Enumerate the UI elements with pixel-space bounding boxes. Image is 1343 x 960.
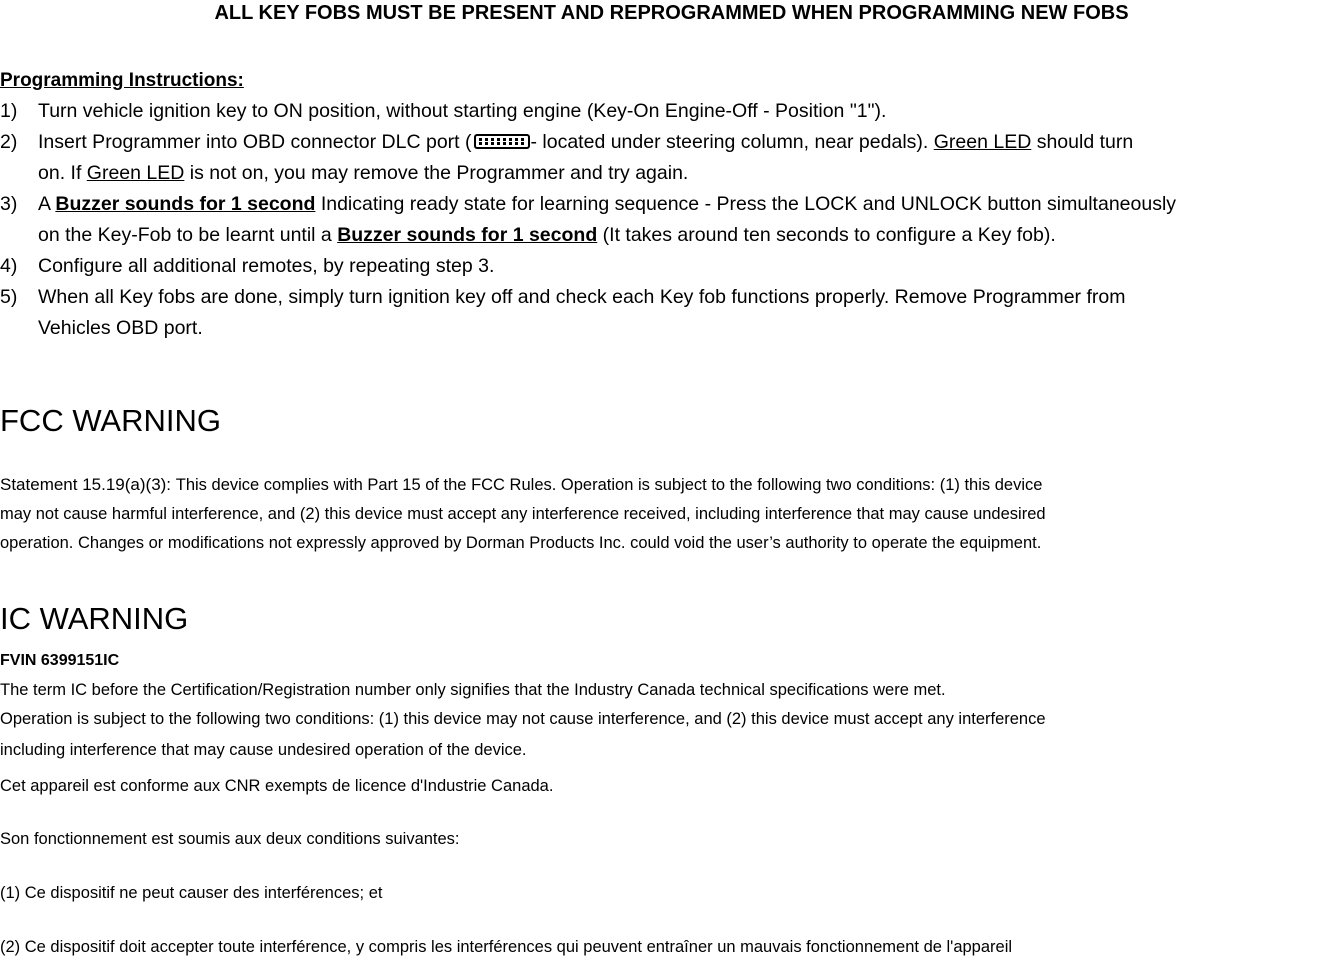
step-number: 2) [0, 131, 18, 153]
step-text: is not on, you may remove the Programmer and try again. [184, 162, 689, 184]
step-5 [0, 282, 1343, 344]
step-text: on. If [38, 162, 87, 184]
step-number: 4) [0, 255, 18, 277]
step-text: A [38, 193, 56, 215]
page-title: ALL KEY FOBS MUST BE PRESENT AND REPROGRAMMED WHEN PROGRAMMING NEW FOBS [214, 2, 1129, 24]
step-number: 3) [0, 193, 18, 215]
ic-line-4: Cet appareil est conforme aux CNR exempts de licence d'Industrie Canada. [0, 777, 554, 795]
step-text: Vehicles OBD port. [38, 317, 203, 339]
step-text: (It takes around ten seconds to configure a Key fob). [597, 224, 1056, 246]
green-led-label: Green LED [933, 131, 1032, 153]
ic-line-2: Operation is subject to the following two conditions: (1) this device may not cause interference, and (2) this device must accept any interference [0, 710, 1046, 728]
step-4 [0, 251, 1343, 282]
step-text: should turn [1031, 131, 1134, 153]
obd-connector-icon [474, 134, 530, 149]
statement-label: Statement 15.19(a)(3): [0, 475, 176, 494]
buzzer-emphasis: Buzzer sounds for 1 second [337, 224, 598, 246]
ic-line-6: (1) Ce dispositif ne peut causer des interférences; et [0, 884, 383, 902]
step-text: Turn vehicle ignition key to ON position, without starting engine (Key-On Engine-Off - Position "1"). [38, 100, 887, 122]
green-led-label: Green LED [86, 162, 185, 184]
step-1 [0, 96, 1343, 127]
fcc-heading: FCC WARNING [0, 403, 221, 438]
step-text: Indicating ready state for learning sequence - Press the LOCK and UNLOCK button simultaneously [315, 193, 1177, 215]
step-text: Configure all additional remotes, by repeating step 3. [38, 255, 495, 277]
step-number: 5) [0, 286, 18, 308]
step-text: When all Key fobs are done, simply turn ignition key off and check each Key fob functions properly. Remove Programmer from [38, 286, 1126, 308]
step-text: on the Key-Fob to be learnt until a [38, 224, 338, 246]
step-number: 1) [0, 100, 18, 122]
ic-heading: IC WARNING [0, 601, 189, 636]
buzzer-emphasis: Buzzer sounds for 1 second [55, 193, 316, 215]
step-2 [0, 127, 1343, 189]
fcc-line-3: operation. Changes or modifications not expressly approved by Dorman Products Inc. could void the user’s authority to operate the equipment. [0, 534, 1042, 552]
fcc-line-2: may not cause harmful interference, and (2) this device must accept any interference received, including interference that may cause undesired [0, 505, 1046, 523]
ic-line-1: The term IC before the Certification/Registration number only signifies that the Industry Canada technical specifications were met. [0, 681, 946, 699]
ic-line-3: including interference that may cause undesired operation of the device. [0, 741, 527, 759]
fvin-number: FVIN 6399151IC [0, 652, 120, 669]
fcc-text: This device complies with Part 15 of the FCC Rules. Operation is subject to the following two conditions: (1) this device [175, 476, 1043, 494]
step-3 [0, 189, 1343, 251]
ic-line-7: (2) Ce dispositif doit accepter toute interférence, y compris les interférences qui peuvent entraîner un mauvais fonctionnement de l'appareil [0, 938, 1013, 956]
ic-line-5: Son fonctionnement est soumis aux deux conditions suivantes: [0, 830, 460, 848]
step-text: - located under steering column, near pedals). [530, 131, 934, 153]
programming-heading: Programming Instructions: [0, 70, 244, 91]
step-text: Insert Programmer into OBD connector DLC port ( [38, 131, 472, 153]
fcc-line-1 [0, 472, 1042, 498]
